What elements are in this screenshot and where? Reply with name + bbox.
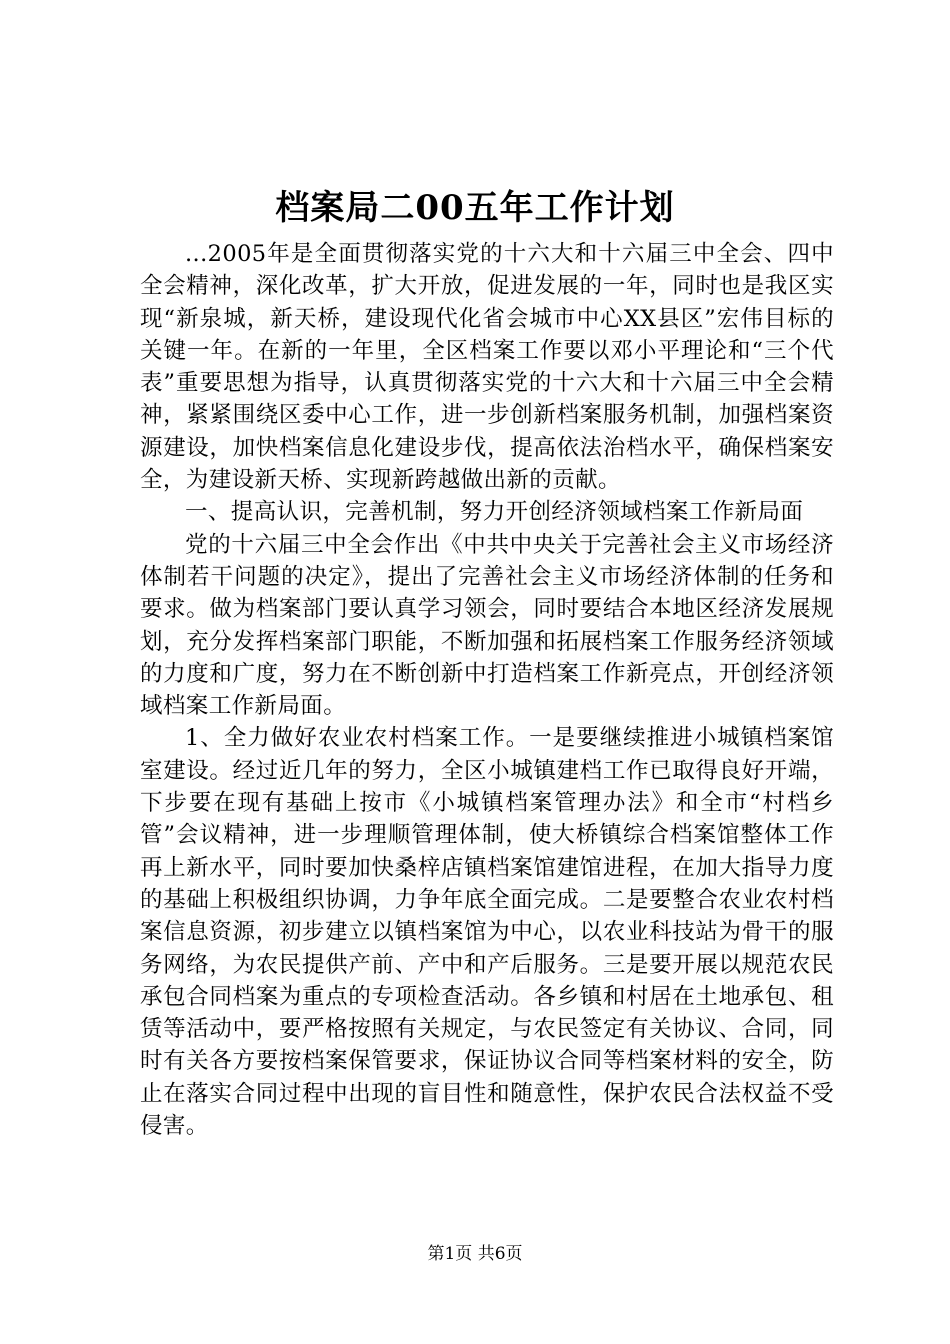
paragraph-section-1: 党的十六届三中全会作出《中共中央关于完善社会主义市场经济体制若干问题的决定》，提出了完善社会主义市场经济体制的任务和要求。做为档案部门要认真学习领会，同时要结合本地区经济发展规划，充分发挥档案部门职能，不断加强和拓展档案工作服务经济领域的力度和广度，努力在不断创新中打造档案工作新亮点，开创经济领域档案工作新局面。 — [140, 531, 834, 720]
page-footer: 第1页 共6页 — [427, 1244, 523, 1264]
paragraph-item-1: 1、全力做好农业农村档案工作。一是要继续推进小城镇档案馆室建设。经过近几年的努力，全区小城镇建档工作已取得良好开端，下步要在现有基础上按市《小城镇档案管理办法》和全市“村档乡管”会议精神，进一步理顺管理体制，使大桥镇综合档案馆整体工作再上新水平，同时要加快桑梓店镇档案馆建馆进程，在加大指导力度的基础上积极组织协调，力争年底全面完成。二是要整合农业农村档案信息资源，初步建立以镇档案馆为中心，以农业科技站为骨干的服务网络，为农民提供产前、产中和产后服务。三是要开展以规范农民承包合同档案为重点的专项检查活动。各乡镇和村居在土地承包、租赁等活动中，要严格按照有关规定，与农民签定有关协议、合同，同时有关各方要按档案保管要求，保证协议合同等档案材料的安全，防止在落实合同过程中出现的盲目性和随意性，保护农民合法权益不受侵害。 — [140, 725, 834, 1140]
paragraph-intro: ...2005年是全面贯彻落实党的十六大和十六届三中全会、四中全会精神，深化改革，扩大开放，促进发展的一年，同时也是我区实现“新泉城，新天桥，建设现代化省会城市中心XX县区”宏伟目标的关键一年。在新的一年里，全区档案工作要以邓小平理论和“三个代表”重要思想为指导，认真贯彻落实党的十六大和十六届三中全会精神，紧紧围绕区委中心工作，进一步创新档案服务机制，加强档案资源建设，加快档案信息化建设步伐，提高依法治档水平，确保档案安全，为建设新天桥、实现新跨越做出新的贡献。 — [140, 241, 834, 494]
page-title: 档案局二00五年工作计划 — [275, 188, 675, 228]
section-heading-1: 一、提高认识，完善机制，努力开创经济领域档案工作新局面 — [185, 499, 804, 526]
document-body — [140, 238, 834, 1142]
